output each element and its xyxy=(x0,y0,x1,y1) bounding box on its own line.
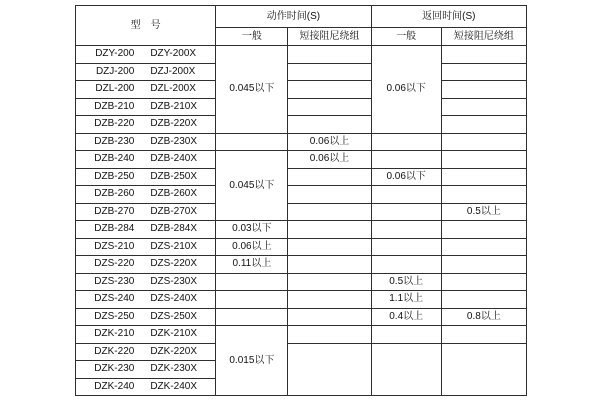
model-name: DZJ-200 xyxy=(95,65,135,77)
action-time-damping-cell xyxy=(288,291,371,309)
model-cell xyxy=(76,291,216,309)
table-row xyxy=(76,273,527,291)
return-time-damping-cell xyxy=(441,63,526,81)
model-name-x: DZB-270X xyxy=(150,205,197,217)
action-time-damping-cell xyxy=(288,326,371,344)
column-header-model: 型 号 xyxy=(76,6,216,46)
model-name-x: DZK-220X xyxy=(150,345,197,357)
return-time-damping-cell xyxy=(441,46,526,64)
table-row xyxy=(76,186,527,204)
model-name-x: DZB-250X xyxy=(150,170,197,182)
table-row xyxy=(76,343,527,361)
column-header-return-time: 返回时间(S) xyxy=(371,6,526,28)
return-time-damping-cell xyxy=(441,256,526,274)
spec-table-body xyxy=(76,46,527,396)
model-cell xyxy=(76,221,216,239)
model-name-x: DZB-230X xyxy=(150,135,197,147)
return-time-general-cell xyxy=(371,256,441,274)
model-name-x: DZJ-200X xyxy=(150,65,196,77)
model-name-x: DZB-284X xyxy=(150,223,197,235)
model-name: DZB-220 xyxy=(94,118,135,130)
return-time-general-cell xyxy=(371,326,441,344)
action-time-damping-cell xyxy=(288,273,371,291)
return-time-general-cell: 0.06以下 xyxy=(371,46,441,134)
action-time-damping-cell xyxy=(288,81,371,99)
return-time-general-cell xyxy=(371,186,441,204)
action-time-general-cell xyxy=(216,273,288,291)
model-cell xyxy=(76,361,216,379)
model-name-x: DZS-230X xyxy=(150,275,197,287)
model-cell xyxy=(76,256,216,274)
model-name-x: DZS-240X xyxy=(150,293,197,305)
return-time-general-cell xyxy=(371,151,441,169)
table-row xyxy=(76,46,527,64)
return-time-damping-cell xyxy=(441,151,526,169)
action-time-damping-cell xyxy=(288,186,371,204)
action-time-general-cell: 0.11以上 xyxy=(216,256,288,274)
model-cell xyxy=(76,273,216,291)
model-name: DZB-284 xyxy=(94,223,135,235)
action-time-damping-cell xyxy=(288,221,371,239)
table-row xyxy=(76,63,527,81)
return-time-damping-cell xyxy=(441,116,526,134)
action-time-damping-cell xyxy=(288,46,371,64)
action-time-damping-cell xyxy=(288,343,371,396)
model-cell xyxy=(76,308,216,326)
table-row xyxy=(76,168,527,186)
table-row xyxy=(76,308,527,326)
action-time-damping-cell xyxy=(288,308,371,326)
model-name-x: DZK-230X xyxy=(150,363,197,375)
return-time-general-cell xyxy=(371,238,441,256)
model-cell xyxy=(76,326,216,344)
return-time-damping-cell xyxy=(441,98,526,116)
return-time-damping-cell xyxy=(441,186,526,204)
model-name-x: DZL-200X xyxy=(150,83,196,95)
action-time-general-cell xyxy=(216,291,288,309)
return-time-damping-cell xyxy=(441,238,526,256)
model-cell xyxy=(76,238,216,256)
model-cell xyxy=(76,46,216,64)
return-time-damping-cell xyxy=(441,81,526,99)
model-name: DZB-260 xyxy=(94,188,135,200)
return-time-general-cell: 0.4以上 xyxy=(371,308,441,326)
return-time-general-cell: 0.5以上 xyxy=(371,273,441,291)
model-name: DZK-230 xyxy=(94,363,135,375)
model-name: DZB-240 xyxy=(94,153,135,165)
column-header-return-damping: 短接阻尼绕组 xyxy=(441,28,526,46)
model-name-x: DZK-210X xyxy=(150,328,197,340)
model-cell xyxy=(76,168,216,186)
model-name: DZS-210 xyxy=(94,240,135,252)
return-time-damping-cell xyxy=(441,168,526,186)
model-name: DZS-220 xyxy=(94,258,135,270)
action-time-damping-cell xyxy=(288,238,371,256)
model-cell xyxy=(76,133,216,151)
table-row xyxy=(76,256,527,274)
return-time-general-cell xyxy=(371,343,441,396)
model-name-x: DZS-250X xyxy=(150,310,197,322)
model-name: DZL-200 xyxy=(95,83,135,95)
relay-spec-table xyxy=(75,5,527,396)
return-time-general-cell: 0.06以下 xyxy=(371,168,441,186)
action-time-damping-cell xyxy=(288,63,371,81)
model-name-x: DZB-220X xyxy=(150,118,197,130)
return-time-general-cell xyxy=(371,133,441,151)
model-name-x: DZB-210X xyxy=(150,100,197,112)
table-row xyxy=(76,291,527,309)
model-cell xyxy=(76,343,216,361)
action-time-general-cell: 0.015以下 xyxy=(216,326,288,396)
action-time-general-cell: 0.045以下 xyxy=(216,46,288,134)
return-time-general-cell xyxy=(371,203,441,221)
model-name: DZS-240 xyxy=(94,293,135,305)
action-time-damping-cell: 0.06以上 xyxy=(288,151,371,169)
action-time-damping-cell xyxy=(288,98,371,116)
table-row xyxy=(76,116,527,134)
model-name-x: DZS-220X xyxy=(150,258,197,270)
action-time-damping-cell xyxy=(288,203,371,221)
action-time-general-cell xyxy=(216,308,288,326)
action-time-general-cell: 0.045以下 xyxy=(216,151,288,221)
model-cell xyxy=(76,186,216,204)
model-cell xyxy=(76,98,216,116)
column-header-return-general: 一般 xyxy=(371,28,441,46)
column-header-action-general: 一般 xyxy=(216,28,288,46)
return-time-damping-cell: 0.5以上 xyxy=(441,203,526,221)
model-cell xyxy=(76,203,216,221)
model-name: DZS-250 xyxy=(94,310,135,322)
model-name-x: DZY-200X xyxy=(150,48,197,60)
return-time-general-cell: 1.1以上 xyxy=(371,291,441,309)
return-time-damping-cell: 0.8以上 xyxy=(441,308,526,326)
model-name: DZK-220 xyxy=(94,345,135,357)
action-time-general-cell xyxy=(216,133,288,151)
model-name: DZS-230 xyxy=(94,275,135,287)
model-name: DZY-200 xyxy=(95,48,135,60)
model-name: DZB-250 xyxy=(94,170,135,182)
table-row xyxy=(76,221,527,239)
model-name-x: DZB-240X xyxy=(150,153,197,165)
action-time-damping-cell: 0.06以上 xyxy=(288,133,371,151)
model-cell xyxy=(76,378,216,396)
model-name: DZB-210 xyxy=(94,100,135,112)
return-time-damping-cell xyxy=(441,326,526,344)
model-cell xyxy=(76,116,216,134)
model-name-x: DZB-260X xyxy=(150,188,197,200)
table-row xyxy=(76,81,527,99)
table-row xyxy=(76,238,527,256)
action-time-damping-cell xyxy=(288,256,371,274)
table-row xyxy=(76,151,527,169)
table-row xyxy=(76,133,527,151)
action-time-general-cell: 0.06以上 xyxy=(216,238,288,256)
column-header-action-time: 动作时间(S) xyxy=(216,6,371,28)
return-time-damping-cell xyxy=(441,133,526,151)
column-header-action-damping: 短接阻尼绕组 xyxy=(288,28,371,46)
return-time-general-cell xyxy=(371,221,441,239)
model-cell xyxy=(76,81,216,99)
action-time-general-cell: 0.03以下 xyxy=(216,221,288,239)
model-name: DZK-210 xyxy=(94,328,135,340)
model-cell xyxy=(76,63,216,81)
return-time-damping-cell xyxy=(441,221,526,239)
return-time-damping-cell xyxy=(441,343,526,396)
model-name-x: DZS-210X xyxy=(150,240,197,252)
table-row xyxy=(76,203,527,221)
model-name: DZK-240 xyxy=(94,380,135,392)
table-row xyxy=(76,98,527,116)
table-row xyxy=(76,326,527,344)
model-name-x: DZK-240X xyxy=(150,380,197,392)
return-time-damping-cell xyxy=(441,273,526,291)
model-name: DZB-230 xyxy=(94,135,135,147)
action-time-damping-cell xyxy=(288,168,371,186)
return-time-damping-cell xyxy=(441,291,526,309)
action-time-damping-cell xyxy=(288,116,371,134)
model-cell xyxy=(76,151,216,169)
model-name: DZB-270 xyxy=(94,205,135,217)
